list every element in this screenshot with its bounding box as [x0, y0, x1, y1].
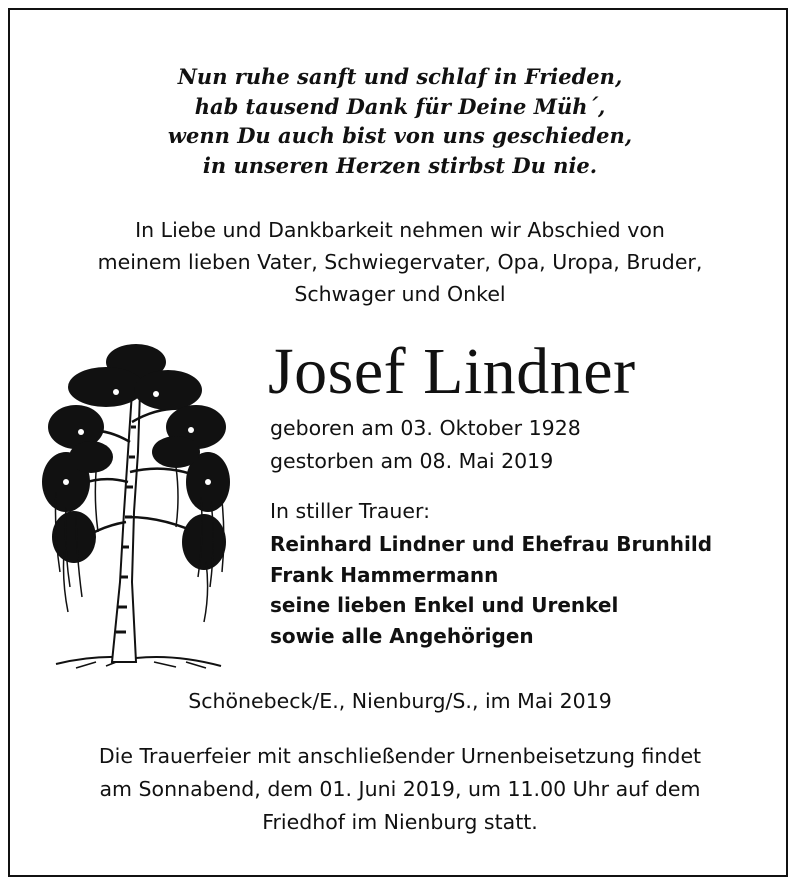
funeral-notice — [10, 740, 790, 839]
poem-line-4: in unseren Herzen stirbst Du nie. — [202, 152, 598, 178]
poem-line-2: hab tausend Dank für Deine Müh´, — [194, 93, 606, 119]
birch-tree-icon — [36, 332, 236, 677]
mourner-line-3: seine lieben Enkel und Urenkel — [270, 593, 619, 617]
mourning-label: In stiller Trauer: — [270, 499, 430, 523]
death-date: gestorben am 08. Mai 2019 — [270, 449, 554, 473]
funeral-line-2: am Sonnabend, dem 01. Juni 2019, um 11.00 Uhr auf dem — [99, 777, 701, 801]
place-and-date: Schönebeck/E., Nienburg/S., im Mai 2019 — [188, 689, 612, 713]
birth-date: geboren am 03. Oktober 1928 — [270, 416, 581, 440]
poem-line-3: wenn Du auch bist von uns geschieden, — [167, 123, 633, 148]
mourners-list — [270, 529, 712, 651]
mourner-line-4: sowie alle Angehörigen — [270, 623, 534, 648]
funeral-line-1: Die Trauerfeier mit anschließender Urnenbeisetzung findet — [98, 744, 702, 768]
farewell-intro — [10, 214, 790, 310]
intro-line-1: In Liebe und Dankbarkeit nehmen wir Abschied von — [135, 218, 665, 242]
poem-line-1: Nun ruhe sanft und schlaf in Frieden, — [177, 64, 623, 89]
intro-line-2: meinem lieben Vater, Schwiegervater, Opa, Uropa, Bruder, — [97, 250, 703, 274]
funeral-line-3: Friedhof im Nienburg statt. — [262, 810, 538, 834]
intro-line-3: Schwager und Onkel — [294, 282, 506, 306]
mourner-line-2: Frank Hammermann — [270, 562, 499, 587]
obituary-frame — [8, 8, 788, 877]
deceased-name: Josef Lindner — [268, 335, 636, 408]
mourner-line-1: Reinhard Lindner und Ehefrau Brunhild — [270, 532, 713, 556]
life-dates — [270, 412, 581, 478]
poem-verse — [10, 62, 790, 180]
